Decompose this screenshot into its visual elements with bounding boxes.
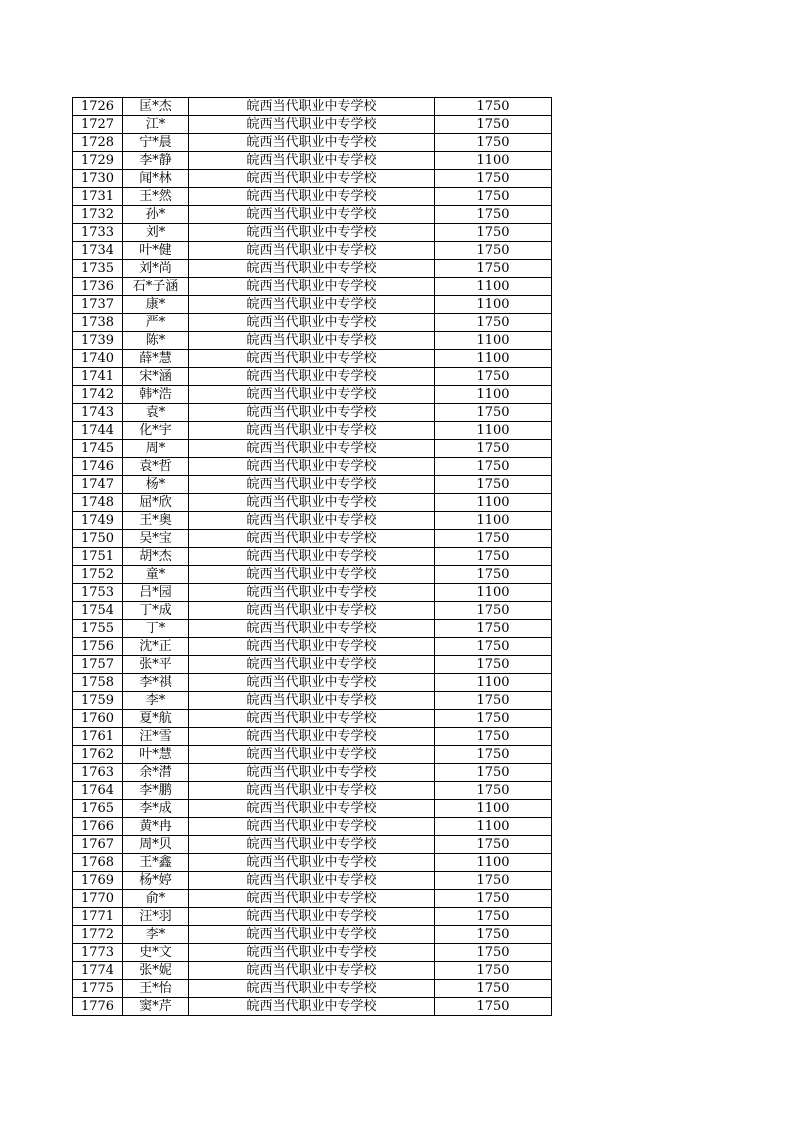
table-row — [73, 134, 552, 152]
row-number-cell: 1744 — [73, 422, 123, 440]
amount-cell: 1750 — [435, 656, 552, 674]
school-name-cell: 皖西当代职业中专学校 — [189, 872, 435, 890]
table-row — [73, 422, 552, 440]
row-number-cell: 1769 — [73, 872, 123, 890]
student-name-cell: 童* — [123, 566, 189, 584]
table-row — [73, 458, 552, 476]
table-row — [73, 242, 552, 260]
table-row — [73, 854, 552, 872]
student-name-cell: 汪*羽 — [123, 908, 189, 926]
table-row — [73, 890, 552, 908]
amount-cell: 1750 — [435, 368, 552, 386]
amount-cell: 1750 — [435, 836, 552, 854]
student-name-cell: 李* — [123, 692, 189, 710]
row-number-cell: 1745 — [73, 440, 123, 458]
school-name-cell: 皖西当代职业中专学校 — [189, 944, 435, 962]
table-row — [73, 692, 552, 710]
row-number-cell: 1752 — [73, 566, 123, 584]
school-name-cell: 皖西当代职业中专学校 — [189, 242, 435, 260]
school-name-cell: 皖西当代职业中专学校 — [189, 890, 435, 908]
row-number-cell: 1736 — [73, 278, 123, 296]
table-row — [73, 584, 552, 602]
row-number-cell: 1757 — [73, 656, 123, 674]
amount-cell: 1100 — [435, 350, 552, 368]
table-row — [73, 638, 552, 656]
amount-cell: 1750 — [435, 926, 552, 944]
school-name-cell: 皖西当代职业中专学校 — [189, 170, 435, 188]
row-number-cell: 1756 — [73, 638, 123, 656]
school-name-cell: 皖西当代职业中专学校 — [189, 998, 435, 1016]
school-name-cell: 皖西当代职业中专学校 — [189, 692, 435, 710]
amount-cell: 1100 — [435, 278, 552, 296]
amount-cell: 1750 — [435, 242, 552, 260]
amount-cell: 1750 — [435, 260, 552, 278]
school-name-cell: 皖西当代职业中专学校 — [189, 296, 435, 314]
student-name-cell: 李*鹏 — [123, 782, 189, 800]
table-row — [73, 566, 552, 584]
school-name-cell: 皖西当代职业中专学校 — [189, 602, 435, 620]
table-row — [73, 728, 552, 746]
amount-cell: 1100 — [435, 818, 552, 836]
student-name-cell: 周* — [123, 440, 189, 458]
school-name-cell: 皖西当代职业中专学校 — [189, 746, 435, 764]
school-name-cell: 皖西当代职业中专学校 — [189, 314, 435, 332]
student-name-cell: 袁*哲 — [123, 458, 189, 476]
row-number-cell: 1773 — [73, 944, 123, 962]
amount-cell: 1750 — [435, 944, 552, 962]
amount-cell: 1750 — [435, 782, 552, 800]
amount-cell: 1750 — [435, 566, 552, 584]
amount-cell: 1100 — [435, 152, 552, 170]
amount-cell: 1750 — [435, 440, 552, 458]
table-body — [73, 98, 552, 1016]
row-number-cell: 1728 — [73, 134, 123, 152]
row-number-cell: 1743 — [73, 404, 123, 422]
table-row — [73, 476, 552, 494]
table-row — [73, 98, 552, 116]
amount-cell: 1750 — [435, 314, 552, 332]
school-name-cell: 皖西当代职业中专学校 — [189, 728, 435, 746]
amount-cell: 1100 — [435, 584, 552, 602]
student-name-cell: 丁* — [123, 620, 189, 638]
school-name-cell: 皖西当代职业中专学校 — [189, 134, 435, 152]
row-number-cell: 1768 — [73, 854, 123, 872]
student-name-cell: 叶*健 — [123, 242, 189, 260]
student-name-cell: 江* — [123, 116, 189, 134]
amount-cell: 1750 — [435, 710, 552, 728]
amount-cell: 1750 — [435, 962, 552, 980]
table-row — [73, 224, 552, 242]
amount-cell: 1750 — [435, 692, 552, 710]
student-name-cell: 康* — [123, 296, 189, 314]
row-number-cell: 1747 — [73, 476, 123, 494]
table-row — [73, 620, 552, 638]
amount-cell: 1750 — [435, 620, 552, 638]
school-name-cell: 皖西当代职业中专学校 — [189, 512, 435, 530]
row-number-cell: 1761 — [73, 728, 123, 746]
school-name-cell: 皖西当代职业中专学校 — [189, 152, 435, 170]
table-row — [73, 152, 552, 170]
amount-cell: 1100 — [435, 512, 552, 530]
table-row — [73, 494, 552, 512]
table-row — [73, 206, 552, 224]
school-name-cell: 皖西当代职业中专学校 — [189, 566, 435, 584]
row-number-cell: 1754 — [73, 602, 123, 620]
school-name-cell: 皖西当代职业中专学校 — [189, 908, 435, 926]
row-number-cell: 1742 — [73, 386, 123, 404]
amount-cell: 1750 — [435, 728, 552, 746]
school-name-cell: 皖西当代职业中专学校 — [189, 620, 435, 638]
school-name-cell: 皖西当代职业中专学校 — [189, 926, 435, 944]
school-name-cell: 皖西当代职业中专学校 — [189, 818, 435, 836]
row-number-cell: 1760 — [73, 710, 123, 728]
student-name-cell: 张*妮 — [123, 962, 189, 980]
school-name-cell: 皖西当代职业中专学校 — [189, 278, 435, 296]
amount-cell: 1750 — [435, 764, 552, 782]
amount-cell: 1750 — [435, 602, 552, 620]
student-name-cell: 宁*晨 — [123, 134, 189, 152]
student-name-cell: 余*潸 — [123, 764, 189, 782]
amount-cell: 1750 — [435, 908, 552, 926]
row-number-cell: 1751 — [73, 548, 123, 566]
table-row — [73, 530, 552, 548]
student-name-cell: 石*子涵 — [123, 278, 189, 296]
table-row — [73, 872, 552, 890]
amount-cell: 1750 — [435, 476, 552, 494]
student-name-cell: 汪*雪 — [123, 728, 189, 746]
table-row — [73, 656, 552, 674]
table-row — [73, 368, 552, 386]
student-name-cell: 俞* — [123, 890, 189, 908]
student-name-cell: 韩*浩 — [123, 386, 189, 404]
student-name-cell: 宋*涵 — [123, 368, 189, 386]
amount-cell: 1750 — [435, 206, 552, 224]
student-name-cell: 薛*慧 — [123, 350, 189, 368]
row-number-cell: 1755 — [73, 620, 123, 638]
row-number-cell: 1729 — [73, 152, 123, 170]
student-name-cell: 王*然 — [123, 188, 189, 206]
school-name-cell: 皖西当代职业中专学校 — [189, 404, 435, 422]
table-row — [73, 944, 552, 962]
student-name-cell: 张*平 — [123, 656, 189, 674]
table-row — [73, 998, 552, 1016]
student-name-cell: 史*文 — [123, 944, 189, 962]
table-row — [73, 548, 552, 566]
school-name-cell: 皖西当代职业中专学校 — [189, 782, 435, 800]
row-number-cell: 1766 — [73, 818, 123, 836]
table-row — [73, 512, 552, 530]
school-name-cell: 皖西当代职业中专学校 — [189, 548, 435, 566]
student-name-cell: 李*静 — [123, 152, 189, 170]
student-name-cell: 王*奥 — [123, 512, 189, 530]
school-name-cell: 皖西当代职业中专学校 — [189, 116, 435, 134]
table-row — [73, 926, 552, 944]
row-number-cell: 1770 — [73, 890, 123, 908]
student-name-cell: 王*怡 — [123, 980, 189, 998]
amount-cell: 1100 — [435, 494, 552, 512]
row-number-cell: 1732 — [73, 206, 123, 224]
row-number-cell: 1726 — [73, 98, 123, 116]
table-row — [73, 278, 552, 296]
student-name-cell: 匡*杰 — [123, 98, 189, 116]
row-number-cell: 1750 — [73, 530, 123, 548]
student-name-cell: 袁* — [123, 404, 189, 422]
row-number-cell: 1767 — [73, 836, 123, 854]
student-name-cell: 李*成 — [123, 800, 189, 818]
amount-cell: 1750 — [435, 170, 552, 188]
amount-cell: 1750 — [435, 224, 552, 242]
row-number-cell: 1740 — [73, 350, 123, 368]
row-number-cell: 1735 — [73, 260, 123, 278]
table-row — [73, 674, 552, 692]
row-number-cell: 1738 — [73, 314, 123, 332]
student-name-cell: 胡*杰 — [123, 548, 189, 566]
table-row — [73, 314, 552, 332]
student-name-cell: 刘*尚 — [123, 260, 189, 278]
amount-cell: 1100 — [435, 422, 552, 440]
student-name-cell: 窦*芹 — [123, 998, 189, 1016]
student-name-cell: 屈*欣 — [123, 494, 189, 512]
row-number-cell: 1771 — [73, 908, 123, 926]
school-name-cell: 皖西当代职业中专学校 — [189, 188, 435, 206]
student-name-cell: 化*宇 — [123, 422, 189, 440]
subsidy-table — [72, 97, 552, 1016]
amount-cell: 1750 — [435, 998, 552, 1016]
table-row — [73, 296, 552, 314]
table-row — [73, 404, 552, 422]
school-name-cell: 皖西当代职业中专学校 — [189, 800, 435, 818]
student-name-cell: 吕*园 — [123, 584, 189, 602]
row-number-cell: 1741 — [73, 368, 123, 386]
student-name-cell: 王*鑫 — [123, 854, 189, 872]
amount-cell: 1750 — [435, 890, 552, 908]
table-row — [73, 980, 552, 998]
student-name-cell: 严* — [123, 314, 189, 332]
amount-cell: 1750 — [435, 116, 552, 134]
school-name-cell: 皖西当代职业中专学校 — [189, 638, 435, 656]
school-name-cell: 皖西当代职业中专学校 — [189, 674, 435, 692]
row-number-cell: 1730 — [73, 170, 123, 188]
table-row — [73, 764, 552, 782]
table-row — [73, 440, 552, 458]
school-name-cell: 皖西当代职业中专学校 — [189, 854, 435, 872]
row-number-cell: 1731 — [73, 188, 123, 206]
table-row — [73, 386, 552, 404]
student-name-cell: 夏*航 — [123, 710, 189, 728]
student-name-cell: 孙* — [123, 206, 189, 224]
row-number-cell: 1734 — [73, 242, 123, 260]
amount-cell: 1750 — [435, 188, 552, 206]
student-name-cell: 黄*冉 — [123, 818, 189, 836]
table-row — [73, 800, 552, 818]
school-name-cell: 皖西当代职业中专学校 — [189, 422, 435, 440]
table-row — [73, 170, 552, 188]
row-number-cell: 1737 — [73, 296, 123, 314]
student-name-cell: 周*贝 — [123, 836, 189, 854]
student-name-cell: 陈* — [123, 332, 189, 350]
school-name-cell: 皖西当代职业中专学校 — [189, 224, 435, 242]
school-name-cell: 皖西当代职业中专学校 — [189, 764, 435, 782]
table-row — [73, 908, 552, 926]
amount-cell: 1750 — [435, 548, 552, 566]
row-number-cell: 1748 — [73, 494, 123, 512]
table-row — [73, 116, 552, 134]
school-name-cell: 皖西当代职业中专学校 — [189, 386, 435, 404]
student-name-cell: 刘* — [123, 224, 189, 242]
row-number-cell: 1739 — [73, 332, 123, 350]
amount-cell: 1100 — [435, 296, 552, 314]
table-row — [73, 332, 552, 350]
amount-cell: 1100 — [435, 800, 552, 818]
table-row — [73, 188, 552, 206]
student-name-cell: 闻*林 — [123, 170, 189, 188]
school-name-cell: 皖西当代职业中专学校 — [189, 458, 435, 476]
student-name-cell: 杨*婷 — [123, 872, 189, 890]
school-name-cell: 皖西当代职业中专学校 — [189, 980, 435, 998]
student-name-cell: 叶*慧 — [123, 746, 189, 764]
amount-cell: 1750 — [435, 980, 552, 998]
amount-cell: 1750 — [435, 530, 552, 548]
school-name-cell: 皖西当代职业中专学校 — [189, 260, 435, 278]
row-number-cell: 1733 — [73, 224, 123, 242]
table-row — [73, 836, 552, 854]
student-name-cell: 李* — [123, 926, 189, 944]
row-number-cell: 1746 — [73, 458, 123, 476]
amount-cell: 1750 — [435, 746, 552, 764]
amount-cell: 1100 — [435, 332, 552, 350]
row-number-cell: 1772 — [73, 926, 123, 944]
row-number-cell: 1759 — [73, 692, 123, 710]
table-row — [73, 602, 552, 620]
school-name-cell: 皖西当代职业中专学校 — [189, 710, 435, 728]
student-name-cell: 吴*宝 — [123, 530, 189, 548]
school-name-cell: 皖西当代职业中专学校 — [189, 584, 435, 602]
school-name-cell: 皖西当代职业中专学校 — [189, 962, 435, 980]
table-row — [73, 710, 552, 728]
school-name-cell: 皖西当代职业中专学校 — [189, 332, 435, 350]
amount-cell: 1750 — [435, 638, 552, 656]
table-row — [73, 782, 552, 800]
row-number-cell: 1764 — [73, 782, 123, 800]
row-number-cell: 1727 — [73, 116, 123, 134]
student-name-cell: 李*祺 — [123, 674, 189, 692]
amount-cell: 1750 — [435, 458, 552, 476]
amount-cell: 1750 — [435, 98, 552, 116]
table-row — [73, 260, 552, 278]
row-number-cell: 1763 — [73, 764, 123, 782]
row-number-cell: 1749 — [73, 512, 123, 530]
table-row — [73, 962, 552, 980]
row-number-cell: 1753 — [73, 584, 123, 602]
school-name-cell: 皖西当代职业中专学校 — [189, 206, 435, 224]
school-name-cell: 皖西当代职业中专学校 — [189, 350, 435, 368]
school-name-cell: 皖西当代职业中专学校 — [189, 530, 435, 548]
school-name-cell: 皖西当代职业中专学校 — [189, 440, 435, 458]
amount-cell: 1750 — [435, 134, 552, 152]
table-row — [73, 350, 552, 368]
school-name-cell: 皖西当代职业中专学校 — [189, 368, 435, 386]
school-name-cell: 皖西当代职业中专学校 — [189, 476, 435, 494]
school-name-cell: 皖西当代职业中专学校 — [189, 656, 435, 674]
row-number-cell: 1776 — [73, 998, 123, 1016]
student-name-cell: 杨* — [123, 476, 189, 494]
student-name-cell: 丁*成 — [123, 602, 189, 620]
table-row — [73, 818, 552, 836]
school-name-cell: 皖西当代职业中专学校 — [189, 836, 435, 854]
amount-cell: 1100 — [435, 386, 552, 404]
school-name-cell: 皖西当代职业中专学校 — [189, 494, 435, 512]
row-number-cell: 1765 — [73, 800, 123, 818]
amount-cell: 1750 — [435, 872, 552, 890]
amount-cell: 1100 — [435, 674, 552, 692]
row-number-cell: 1758 — [73, 674, 123, 692]
amount-cell: 1750 — [435, 404, 552, 422]
row-number-cell: 1762 — [73, 746, 123, 764]
table-row — [73, 746, 552, 764]
amount-cell: 1100 — [435, 854, 552, 872]
student-name-cell: 沈*正 — [123, 638, 189, 656]
row-number-cell: 1775 — [73, 980, 123, 998]
row-number-cell: 1774 — [73, 962, 123, 980]
school-name-cell: 皖西当代职业中专学校 — [189, 98, 435, 116]
